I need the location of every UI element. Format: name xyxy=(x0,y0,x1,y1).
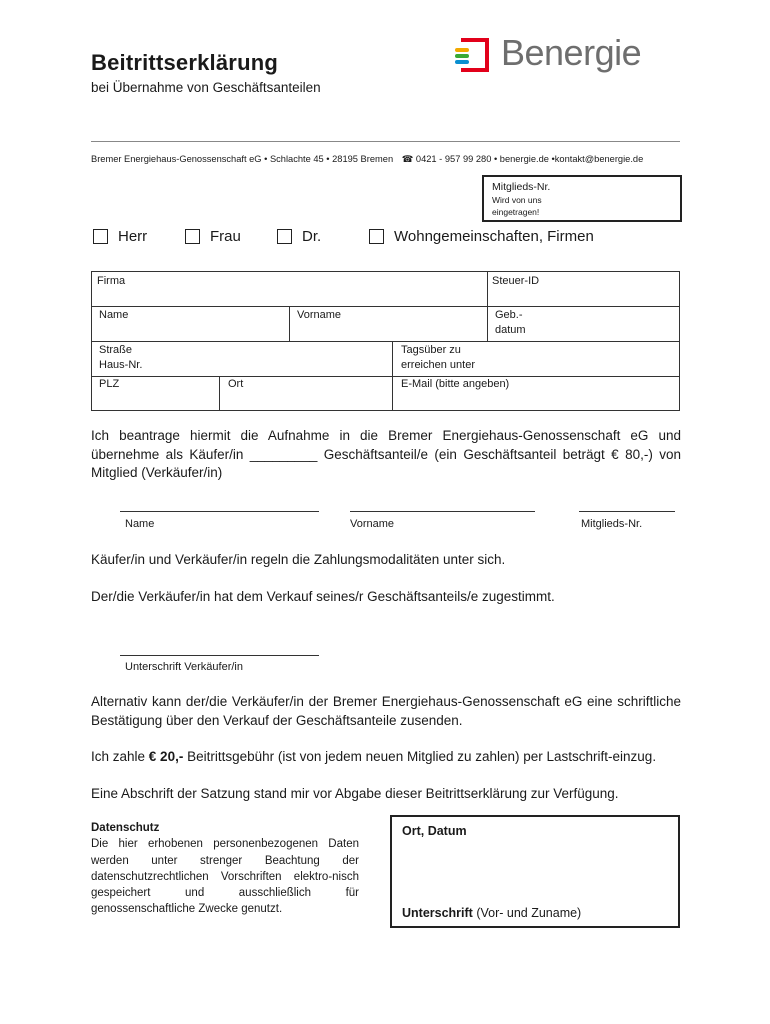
field-label: erreichen unter xyxy=(401,359,475,371)
seller-member-number-label: Mitglieds-Nr. xyxy=(581,518,643,530)
salutation-frau[interactable] xyxy=(185,228,241,245)
fee-prefix: Ich zahle xyxy=(91,749,149,764)
member-number-box[interactable] xyxy=(482,175,682,222)
field-label: Haus-Nr. xyxy=(99,359,143,371)
field-name[interactable] xyxy=(99,308,128,323)
seller-vorname-label: Vorname xyxy=(350,518,395,530)
form-col-divider xyxy=(487,306,488,341)
salutation-label: Frau xyxy=(210,228,241,245)
field-label: Name xyxy=(99,309,129,321)
header-divider xyxy=(91,141,680,142)
field-label: datum xyxy=(495,324,526,336)
salutation-label: Wohngemeinschaften, Firmen xyxy=(394,228,594,245)
salutation-dr[interactable] xyxy=(277,228,321,245)
seller-vorname-line[interactable] xyxy=(350,511,535,512)
form-col-divider xyxy=(392,341,393,410)
field-label: PLZ xyxy=(99,378,120,390)
checkbox-frau[interactable] xyxy=(185,229,200,244)
signature-label-note: (Vor- und Zuname) xyxy=(472,906,582,920)
signature-box[interactable] xyxy=(390,815,680,928)
personal-data-form xyxy=(91,271,680,411)
form-row-divider xyxy=(92,376,679,377)
field-telefon[interactable] xyxy=(401,343,475,373)
phone-icon: ☎ xyxy=(401,154,414,164)
salutation-options xyxy=(91,228,691,254)
statute-text: Eine Abschrift der Satzung stand mir vor Abgabe dieser Beitrittserklärung zur Verfügung. xyxy=(91,786,619,801)
member-number-note: Wird von uns eingetragen! xyxy=(492,195,542,217)
fee-text xyxy=(91,748,681,767)
place-date-label: Ort, Datum xyxy=(402,824,467,838)
signature-label xyxy=(402,906,581,920)
field-strasse[interactable] xyxy=(99,343,142,373)
house-logo-icon xyxy=(453,36,493,76)
member-number-label: Mitglieds-Nr. xyxy=(492,181,551,193)
field-label: Geb.- xyxy=(495,309,523,321)
field-geburtsdatum[interactable] xyxy=(495,308,526,338)
signature-label-bold: Unterschrift xyxy=(402,906,473,920)
form-col-divider xyxy=(289,306,290,341)
field-ort[interactable] xyxy=(228,377,243,392)
field-vorname[interactable] xyxy=(297,308,341,323)
salutation-herr[interactable] xyxy=(93,228,147,245)
field-firma[interactable] xyxy=(97,274,125,289)
salutation-wg-firmen[interactable] xyxy=(369,228,594,245)
checkbox-wg-firmen[interactable] xyxy=(369,229,384,244)
page-title: Beitrittserklärung xyxy=(91,50,278,75)
field-label: Firma xyxy=(97,275,126,287)
seller-signature-line[interactable] xyxy=(120,655,319,656)
page-subtitle: bei Übernahme von Geschäftsanteilen xyxy=(91,80,321,95)
contact-line xyxy=(91,154,643,165)
form-col-divider xyxy=(487,272,488,306)
checkbox-dr[interactable] xyxy=(277,229,292,244)
field-label: Vorname xyxy=(297,309,342,321)
privacy-notice xyxy=(91,820,359,918)
seller-signature-label: Unterschrift Verkäufer/in xyxy=(125,661,243,673)
fee-amount: € 20,- xyxy=(148,749,184,764)
contact-phone-web: 0421 - 957 99 280 • benergie.de •kontakt@benergie.de xyxy=(415,154,644,164)
field-label: Tagsüber zu xyxy=(401,344,461,356)
salutation-label: Dr. xyxy=(302,228,322,245)
form-row-divider xyxy=(92,341,679,342)
salutation-label: Herr xyxy=(118,228,148,245)
consent-text: Der/die Verkäufer/in hat dem Verkauf seines/r Geschäftsanteils/e zugestimmt. xyxy=(91,589,555,604)
payment-text: Käufer/in und Verkäufer/in regeln die Zahlungsmodalitäten unter sich. xyxy=(91,552,506,567)
field-steuer-id[interactable] xyxy=(492,274,539,289)
contact-address: Bremer Energiehaus-Genossenschaft eG • Schlachte 45 • 28195 Bremen xyxy=(91,154,394,164)
logo-wordmark: Benergie xyxy=(501,32,642,73)
privacy-body: Die hier erhobenen personenbezogenen Daten werden unter strenger Beachtung der datenschutzrechtlichen Vorschriften elektro-nisch gespeichert und ausschließlich für genossenschaftliche Zwecke genutzt. xyxy=(91,838,359,916)
seller-member-number-line[interactable] xyxy=(579,511,675,512)
form-col-divider xyxy=(219,376,220,410)
form-row-divider xyxy=(92,306,679,307)
seller-name-line[interactable] xyxy=(120,511,319,512)
field-label: Ort xyxy=(228,378,244,390)
benergie-logo xyxy=(453,32,673,76)
application-text: Ich beantrage hiermit die Aufnahme in die Bremer Energiehaus-Genossenschaft eG und übernehme als Käufer/in _________ Geschäftsanteil/e (ein Geschäftsanteil beträgt € 80,-) von Mitglied (Verkäufer/in) xyxy=(91,428,681,480)
seller-name-label: Name xyxy=(125,518,155,530)
fee-suffix: Beitrittsgebühr (ist von jedem neuen Mitglied zu zahlen) per Lastschrift-einzug. xyxy=(183,749,657,764)
field-label: Straße xyxy=(99,344,133,356)
field-label: E-Mail (bitte angeben) xyxy=(401,378,510,390)
field-email[interactable] xyxy=(401,377,509,392)
alternative-text: Alternativ kann der/die Verkäufer/in der Bremer Energiehaus-Genossenschaft eG eine schriftliche Bestätigung über den Verkauf der Geschäftsanteile zusenden. xyxy=(91,694,681,728)
checkbox-herr[interactable] xyxy=(93,229,108,244)
field-label: Steuer-ID xyxy=(492,275,540,287)
field-plz[interactable] xyxy=(99,377,119,392)
privacy-heading: Datenschutz xyxy=(91,822,160,834)
